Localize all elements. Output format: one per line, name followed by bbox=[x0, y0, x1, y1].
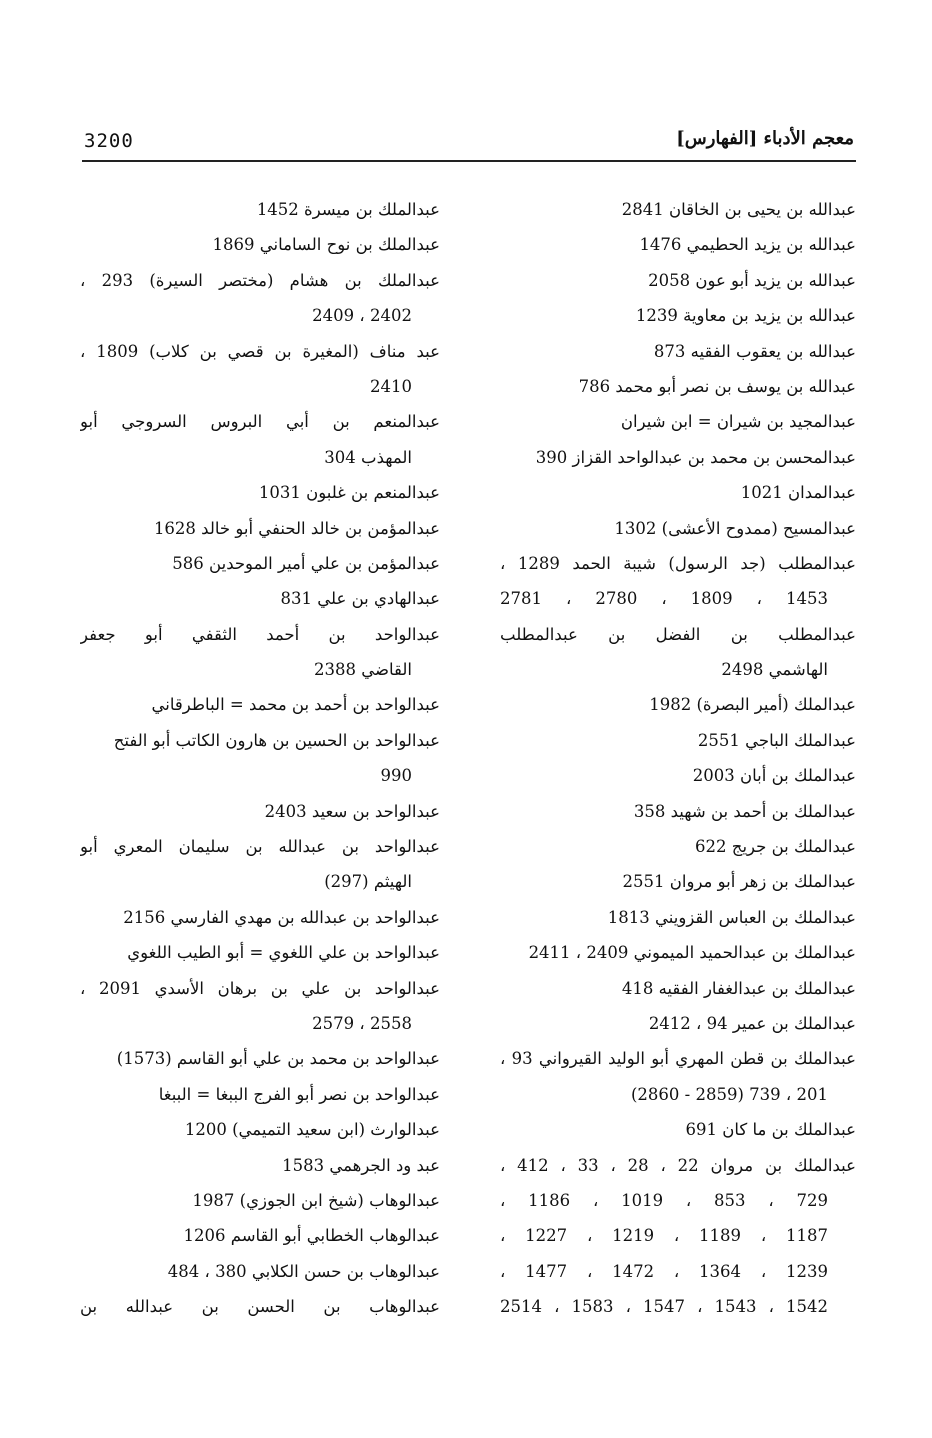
index-entry: عبدالمحسن بن محمد بن عبدالواحد القزاز 390 bbox=[535, 447, 856, 467]
index-entry: عبدالوهاب الخطابي أبو القاسم 1206 bbox=[183, 1226, 440, 1246]
index-entry: عبدالملك بن نوح الساماني 1869 bbox=[212, 235, 440, 255]
index-entry: عبدالله بن يزيد الحطيمي 1476 bbox=[639, 235, 856, 255]
page-header bbox=[84, 128, 854, 158]
index-entry: عبدالملك بن قطن المهري أبو الوليد القيرواني 93 ، bbox=[500, 1049, 856, 1069]
index-entry: عبدالوارث (ابن سعيد التميمي) 1200 bbox=[184, 1120, 440, 1140]
index-entry: عبدالملك بن هشام (مختصر السيرة) 293 ، bbox=[80, 270, 440, 290]
index-entry: 2410 bbox=[370, 376, 412, 396]
index-entry: الهاشمي 2498 bbox=[721, 660, 828, 680]
index-entry: 1542 ، 1543 ، 1547 ، 1583 ، 2514 bbox=[500, 1297, 828, 1317]
header-rule bbox=[82, 160, 856, 162]
index-entry: عبدالواحد بن محمد بن علي أبو القاسم (1573) bbox=[116, 1049, 440, 1069]
index-entry: عبدالملك بن عبدالحميد الميموني 2409 ، 2411 bbox=[528, 943, 856, 963]
index-entry: عبدالمطلب (جد الرسول) شيبة الحمد 1289 ، bbox=[500, 553, 856, 573]
index-entry: عبدالمنعم بن أبي البروس السروجي أبو bbox=[80, 412, 440, 432]
index-entry: عبدالملك بن عبدالغفار الفقيه 418 bbox=[621, 978, 856, 998]
index-entry: 201 ، 739 (2859 - 2860) bbox=[630, 1084, 828, 1104]
index-entry: 2558 ، 2579 bbox=[312, 1013, 412, 1033]
index-entry: عبدالملك بن ما كان 691 bbox=[685, 1120, 856, 1140]
index-entry: 990 bbox=[380, 766, 412, 786]
index-entry: عبدالواحد بن علي بن برهان الأسدي 2091 ، bbox=[80, 978, 440, 998]
index-entry: عبدالواحد بن علي اللغوي = أبو الطيب اللغوي bbox=[127, 943, 440, 963]
index-entry: عبدالمنعم بن غلبون 1031 bbox=[258, 483, 440, 503]
index-entry: عبدالملك بن جريج 622 bbox=[695, 837, 856, 857]
index-entry: عبدالواحد بن أحمد بن محمد = الباطرقاني bbox=[151, 695, 440, 715]
index-entry: عبدالله بن يزيد أبو عون 2058 bbox=[648, 270, 856, 290]
index-entry: عبدالوهاب بن حسن الكلابي 380 ، 484 bbox=[167, 1261, 440, 1281]
index-entry: عبدالملك بن أحمد بن شهيد 358 bbox=[633, 801, 856, 821]
index-entry: عبدالله بن يزيد بن معاوية 1239 bbox=[635, 306, 856, 326]
running-title: معجم الأدباء [الفهارس] bbox=[676, 128, 854, 149]
index-entry: عبدالملك بن أبان 2003 bbox=[692, 766, 856, 786]
index-entry: عبد مناف (المغيرة بن قصي بن كلاب) 1809 ، bbox=[80, 341, 440, 361]
index-entry: المهذب 304 bbox=[324, 447, 412, 467]
index-entry: عبدالملك بن زهر أبو مروان 2551 bbox=[622, 872, 856, 892]
index-entry: عبدالمجيد بن شيران = ابن شيران bbox=[620, 412, 856, 432]
index-entry: عبدالملك (أمير البصرة) 1982 bbox=[649, 695, 856, 715]
index-entry: عبدالله بن يحيى بن الخاقان 2841 bbox=[621, 200, 856, 219]
index-entry: 1453 ، 1809 ، 2780 ، 2781 bbox=[500, 589, 828, 609]
index-entry: 729 ، 853 ، 1019 ، 1186 ، bbox=[500, 1190, 828, 1210]
index-entry: عبدالواحد بن أحمد الثقفي أبو جعفر bbox=[80, 624, 440, 644]
index-entry: عبدالملك بن مروان 22 ، 28 ، 33 ، 412 ، bbox=[500, 1155, 856, 1175]
index-entry: عبدالمسيح (ممدوح الأعشى) 1302 bbox=[614, 518, 856, 538]
index-entry: عبدالملك الباجي 2551 bbox=[697, 730, 856, 750]
index-entry: عبدالوهاب بن الحسن بن عبدالله بن bbox=[80, 1297, 440, 1317]
index-entry: عبدالواحد بن عبدالله بن سليمان المعري أبو bbox=[80, 837, 440, 857]
index-entry: عبدالله بن يوسف بن نصر أبو محمد 786 bbox=[578, 376, 856, 396]
index-entry: عبدالله بن يعقوب الفقيه 873 bbox=[653, 341, 856, 361]
index-entry: الهيثم (297) bbox=[324, 872, 412, 892]
index-entry: عبدالملك بن عمير 94 ، 2412 bbox=[648, 1013, 856, 1033]
index-entry: 1239 ، 1364 ، 1472 ، 1477 ، bbox=[500, 1261, 828, 1281]
index-entry: عبدالوهاب (شيخ ابن الجوزي) 1987 bbox=[192, 1190, 440, 1210]
page-number: 3200 bbox=[84, 130, 134, 152]
index-entry: عبدالمؤمن بن خالد الحنفي أبو خالد 1628 bbox=[153, 518, 440, 538]
index-entry: عبدالواحد بن الحسين بن هارون الكاتب أبو الفتح bbox=[113, 730, 440, 750]
index-entry: عبدالواحد بن نصر أبو الفرج الببغا = الببغا bbox=[158, 1084, 440, 1104]
index-entry: عبدالواحد بن عبدالله بن مهدي الفارسي 2156 bbox=[123, 907, 440, 927]
index-entry: عبدالمطلب بن الفضل بن عبدالمطلب bbox=[500, 624, 856, 644]
index-entry: عبد ود الجرهمي 1583 bbox=[282, 1155, 440, 1175]
index-column-right bbox=[500, 192, 856, 1325]
index-entry: 2402 ، 2409 bbox=[312, 306, 412, 326]
index-entry: عبدالمؤمن بن علي أمير الموحدين 586 bbox=[172, 553, 440, 573]
index-entry: عبدالهادي بن علي 831 bbox=[280, 589, 440, 609]
index-entry: 1187 ، 1189 ، 1219 ، 1227 ، bbox=[500, 1226, 828, 1246]
index-column-left bbox=[80, 192, 440, 1325]
index-entry: عبدالملك بن العباس القزويني 1813 bbox=[607, 907, 856, 927]
index-entry: عبدالمدان 1021 bbox=[740, 483, 856, 503]
index-entry: عبدالواحد بن سعيد 2403 bbox=[264, 801, 440, 821]
index-entry: عبدالملك بن ميسرة 1452 bbox=[256, 200, 440, 219]
index-entry: القاضي 2388 bbox=[314, 660, 412, 680]
